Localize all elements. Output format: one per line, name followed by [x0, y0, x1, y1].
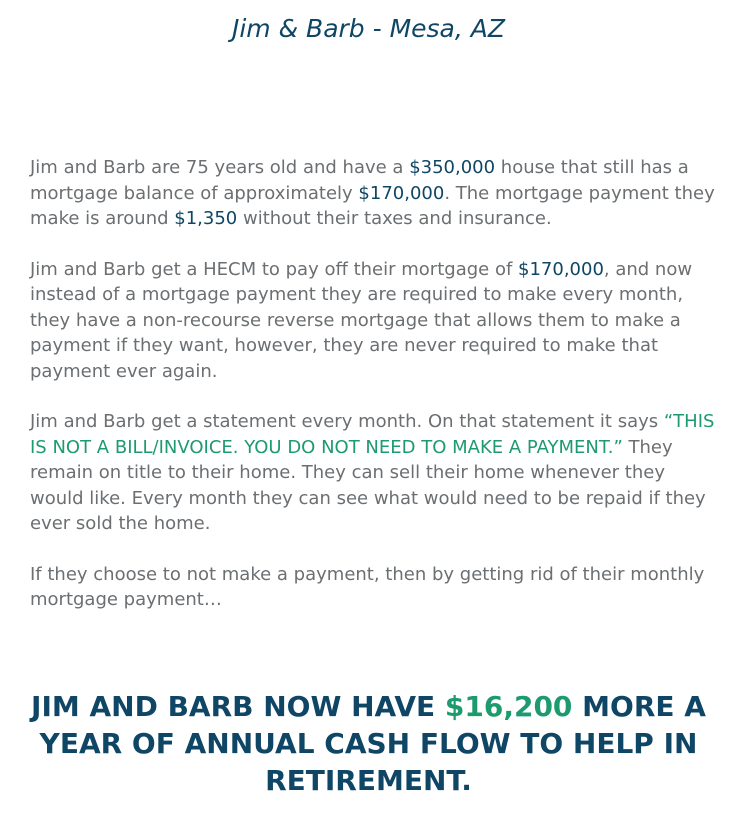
- paragraph-hecm-text-2: , and now instead of a mortgage payment they are required to make every month, they have a non-recourse reverse mortgage that allows them to make a payment if they want, however, they are never required to make that payment ever again.: [30, 258, 693, 382]
- payoff-amount: $170,000: [518, 258, 604, 280]
- paragraph-intro-text-2: house that still has a mortgage balance of approximately: [30, 157, 689, 204]
- paragraph-intro-text-1: Jim and Barb are 75 years old and have a: [30, 157, 410, 178]
- paragraph-choice: If they choose to not make a payment, then by getting rid of their monthly mortgage payment…: [30, 563, 705, 610]
- paragraph-statement-text-1: Jim and Barb get a statement every month. On that statement it says: [30, 411, 664, 432]
- headline-text-1: JIM AND BARB NOW HAVE: [31, 690, 445, 723]
- paragraph-hecm-text-1: Jim and Barb get a HECM to pay off their mortgage of: [30, 258, 519, 280]
- paragraph-statement: [30, 409, 720, 537]
- headline: [0, 688, 737, 799]
- monthly-payment: $1,350: [174, 208, 238, 229]
- mortgage-balance: $170,000: [358, 182, 445, 204]
- paragraph-intro-text-3: . The mortgage payment they make is around: [30, 182, 715, 229]
- headline-text-2: MORE A YEAR OF ANNUAL CASH FLOW TO HELP IN RETIREMENT.: [39, 690, 706, 797]
- headline-amount: $16,200: [444, 690, 573, 723]
- page-title: Jim & Barb - Mesa, AZ: [231, 14, 505, 43]
- paragraph-hecm: [30, 257, 720, 385]
- paragraph-intro-text-4: without their taxes and insurance.: [237, 208, 552, 229]
- story-body: [30, 155, 720, 638]
- home-value: $350,000: [409, 157, 496, 178]
- paragraph-statement-text-2: They remain on title to their home. They can sell their home whenever they would like. Every month they can see what would need to be repaid if they ever sold the home.: [30, 436, 706, 534]
- paragraph-intro: [30, 155, 720, 232]
- statement-quote: “THIS IS NOT A BILL/INVOICE. YOU DO NOT NEED TO MAKE A PAYMENT.”: [30, 411, 715, 458]
